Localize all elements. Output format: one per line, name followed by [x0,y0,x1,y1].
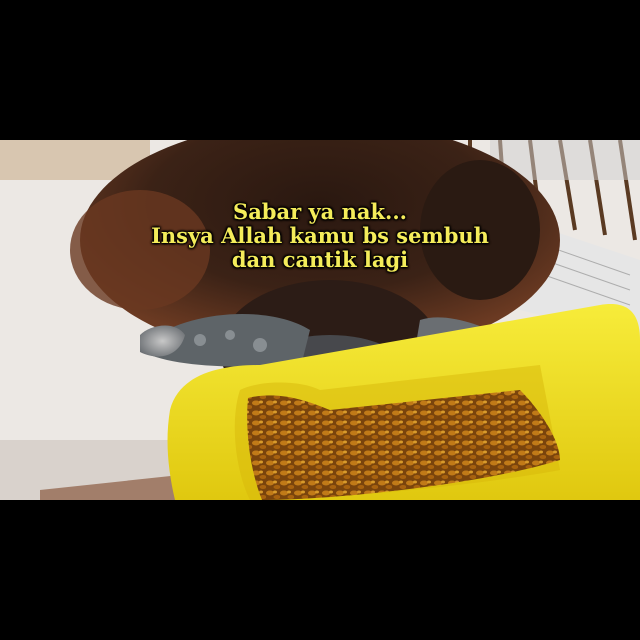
dog-eating-scene [0,140,640,500]
caption-line-2: Insya Allah kamu bs sembuh [151,223,489,248]
caption-line-1: Sabar ya nak... [233,199,407,224]
caption-line-3: dan cantik lagi [231,247,409,272]
photo-scene [0,140,640,500]
caption-overlay [0,200,640,272]
